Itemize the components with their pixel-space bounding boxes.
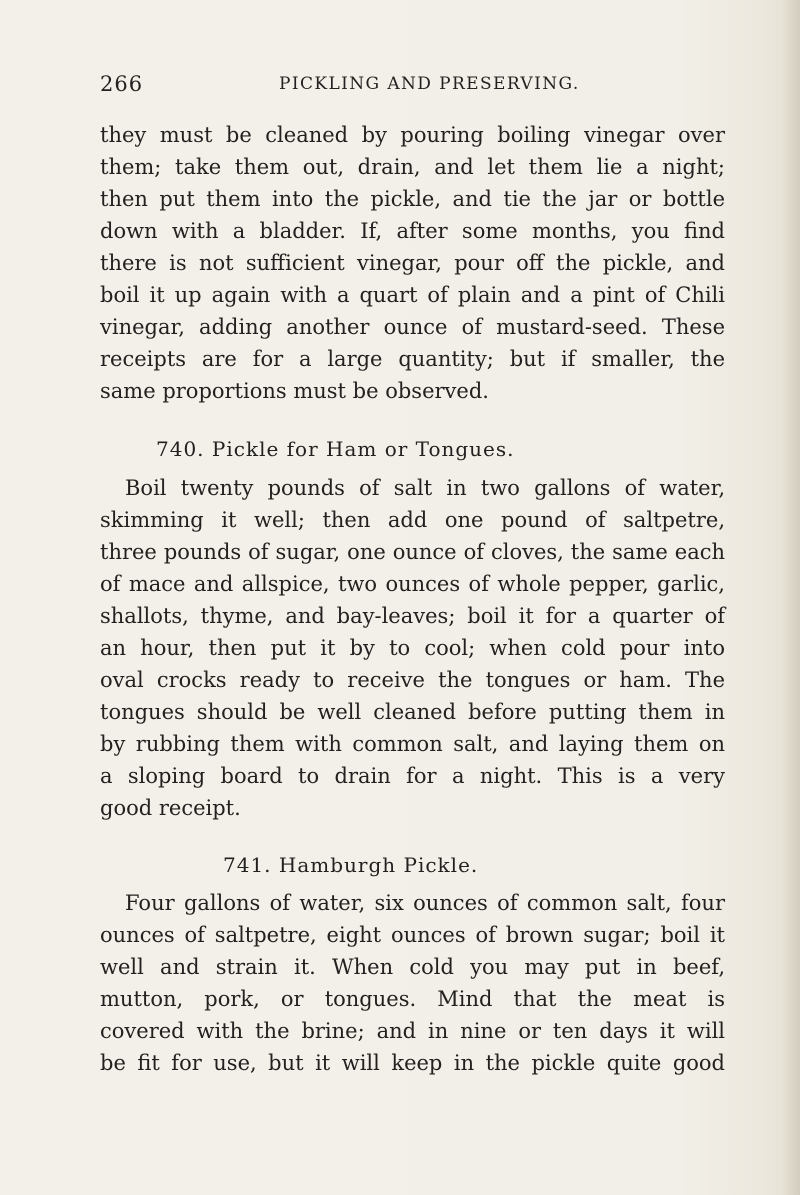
text-line: there is not sufficient vinegar, pour off the pickle, and <box>100 251 725 275</box>
text-line: an hour, then put it by to cool; when cold pour into <box>100 636 725 660</box>
text-line: same proportions must be observed. <box>100 379 489 403</box>
text-line: by rubbing them with common salt, and laying them on <box>100 732 725 756</box>
text-line: of mace and allspice, two ounces of whole pepper, garlic, <box>100 572 725 596</box>
text-line: good receipt. <box>100 796 241 820</box>
text-line: down with a bladder. If, after some months, you find <box>100 219 725 243</box>
recipe-741-text <box>100 887 725 1079</box>
text-line: mutton, pork, or tongues. Mind that the meat is <box>100 987 725 1011</box>
text-line: shallots, thyme, and bay-leaves; boil it for a quarter of <box>100 604 725 628</box>
text-line: receipts are for a large quantity; but if smaller, the <box>100 347 725 371</box>
page-edge-shadow <box>782 0 800 1195</box>
running-head <box>0 72 800 102</box>
recipe-heading-741: 741. Hamburgh Pickle. <box>223 853 479 877</box>
text-line: vinegar, adding another ounce of mustard-seed. These <box>100 315 725 339</box>
text-line: ounces of saltpetre, eight ounces of brown sugar; boil it <box>100 923 725 947</box>
text-line: Four gallons of water, six ounces of common salt, four <box>125 891 725 915</box>
text-line: oval crocks ready to receive the tongues or ham. The <box>100 668 725 692</box>
text-line: Boil twenty pounds of salt in two gallons of water, <box>125 476 725 500</box>
text-line: a sloping board to drain for a night. This is a very <box>100 764 725 788</box>
text-line: three pounds of sugar, one ounce of cloves, the same each <box>100 540 725 564</box>
text-line: boil it up again with a quart of plain and a pint of Chili <box>100 283 725 307</box>
text-line: tongues should be well cleaned before putting them in <box>100 700 725 724</box>
page-number: 266 <box>100 72 144 96</box>
recipe-740-text <box>100 472 725 824</box>
text-line: well and strain it. When cold you may put in beef, <box>100 955 725 979</box>
text-line: covered with the brine; and in nine or ten days it will <box>100 1019 725 1043</box>
paragraph-continuation <box>100 119 725 407</box>
text-line: skimming it well; then add one pound of saltpetre, <box>100 508 725 532</box>
text-line: they must be cleaned by pouring boiling vinegar over <box>100 123 725 147</box>
recipe-heading-740: 740. Pickle for Ham or Tongues. <box>156 437 515 461</box>
text-line: be fit for use, but it will keep in the pickle quite good <box>100 1051 725 1075</box>
running-title: PICKLING AND PRESERVING. <box>279 74 580 94</box>
text-line: then put them into the pickle, and tie the jar or bottle <box>100 187 725 211</box>
text-line: them; take them out, drain, and let them lie a night; <box>100 155 725 179</box>
